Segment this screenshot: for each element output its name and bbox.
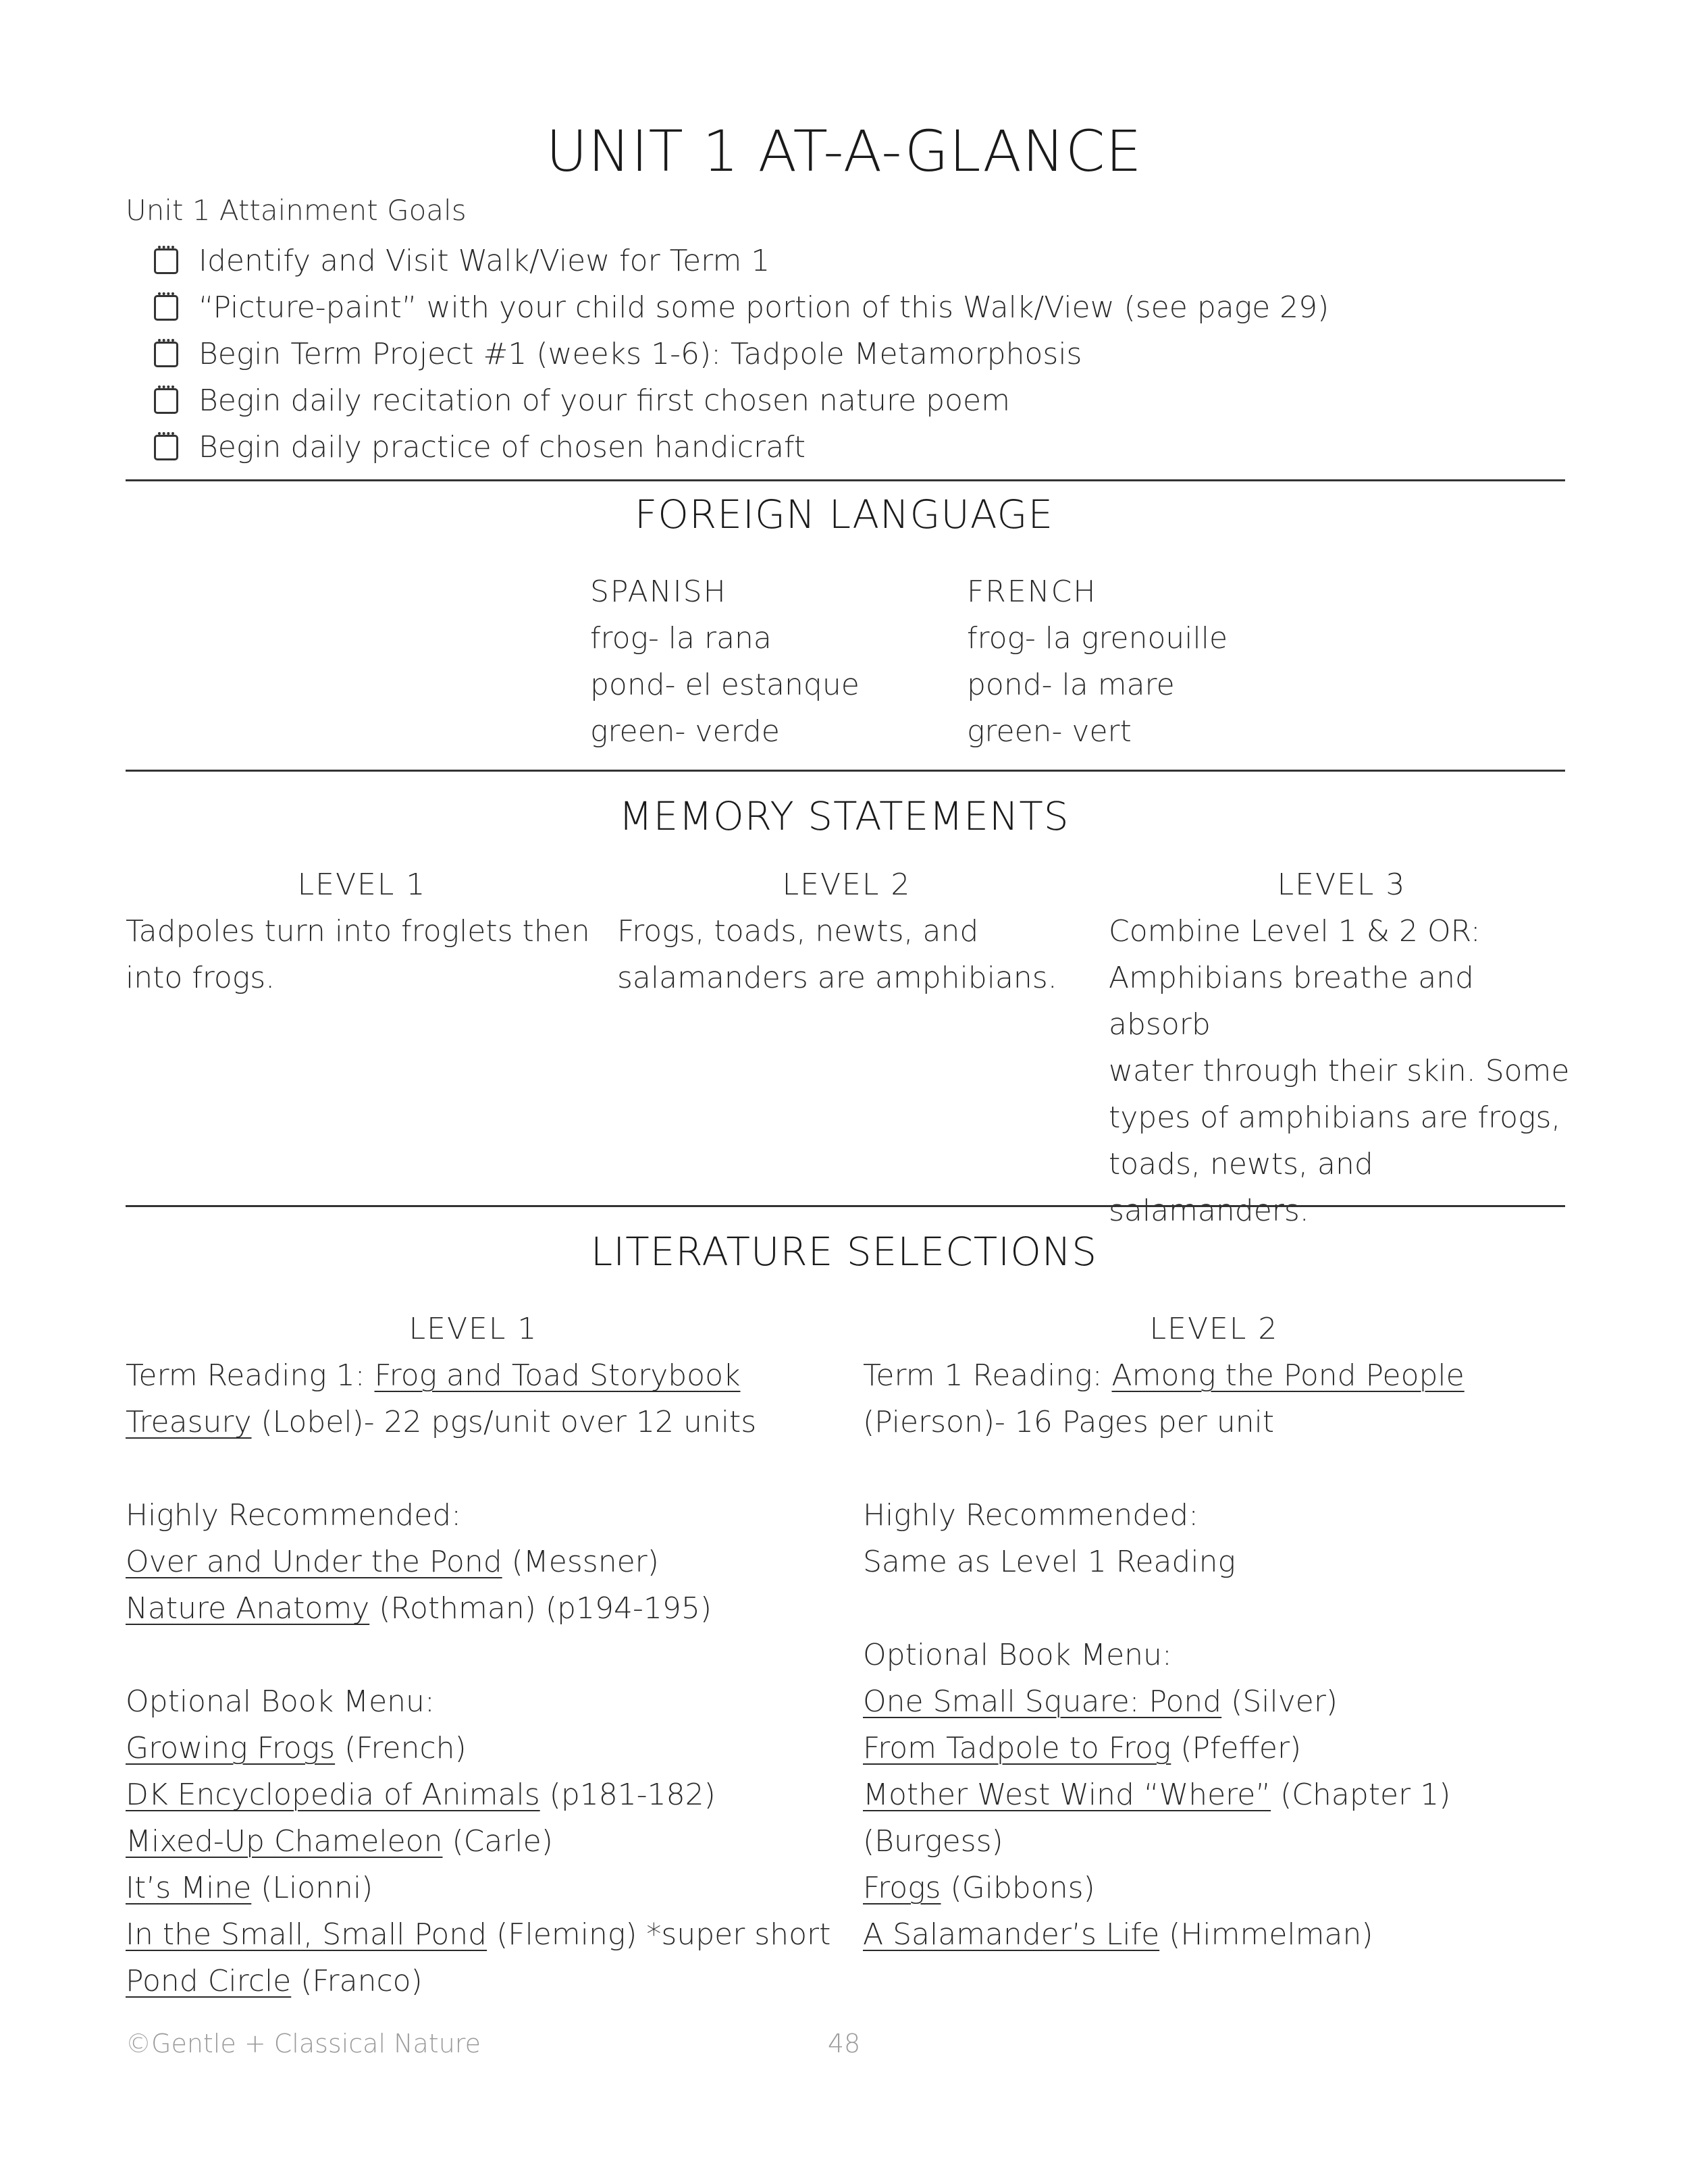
section-divider	[126, 770, 1565, 772]
literature-level-2	[863, 1306, 1565, 1958]
vocab-line: frog- la rana	[590, 621, 772, 656]
french-column	[967, 568, 1228, 755]
checkbox-icon[interactable]	[154, 342, 178, 367]
spanish-column	[590, 568, 860, 755]
goals-label: Unit 1 Attainment Goals	[126, 194, 467, 227]
vocab-line: green- vert	[967, 714, 1132, 749]
book-title: It’s Mine	[126, 1871, 252, 1905]
memory-line: Tadpoles turn into froglets then	[126, 914, 590, 949]
level-heading: LEVEL 1	[408, 1312, 538, 1346]
vocab-line: frog- la grenouille	[967, 621, 1228, 656]
goal-item: “Picture-paint” with your child some portion of this Walk/View (see page 29)	[154, 284, 1329, 331]
book-title: In the Small, Small Pond	[126, 1917, 487, 1952]
highly-recommended-label: Highly Recommended:	[863, 1498, 1199, 1533]
book-title: Pond Circle	[126, 1964, 292, 1998]
goals-checklist	[154, 238, 1329, 471]
french-heading: FRENCH	[967, 575, 1097, 609]
level-heading: LEVEL 2	[1149, 1312, 1279, 1346]
book-item: Over and Under the Pond (Messner)	[126, 1545, 659, 1579]
term-reading-line: Term Reading 1: Frog and Toad Storybook	[126, 1358, 741, 1393]
checkbox-icon[interactable]	[154, 388, 178, 414]
page-number: 48	[827, 2029, 861, 2058]
memory-line: Frogs, toads, newts, and	[617, 914, 979, 949]
checkbox-icon[interactable]	[154, 435, 178, 460]
book-title: Among the Pond People	[1111, 1358, 1465, 1393]
highly-recommended-text: Same as Level 1 Reading	[863, 1545, 1236, 1579]
section-divider	[126, 1205, 1565, 1207]
book-title: Treasury	[126, 1405, 252, 1439]
book-title: One Small Square: Pond	[863, 1684, 1222, 1719]
memory-line: salamanders are amphibians.	[617, 961, 1057, 995]
vocab-line: pond- la mare	[967, 668, 1175, 702]
book-item: From Tadpole to Frog (Pfeffer)	[863, 1731, 1302, 1765]
vocab-line: green- verde	[590, 714, 780, 749]
memory-level-2	[617, 861, 1076, 1001]
goal-item: Identify and Visit Walk/View for Term 1	[154, 238, 1329, 284]
memory-level-1	[126, 861, 598, 1001]
book-title: Nature Anatomy	[126, 1591, 370, 1626]
memory-level-3	[1109, 861, 1575, 1234]
literature-selections-title: LITERATURE SELECTIONS	[590, 1229, 1098, 1275]
book-title: From Tadpole to Frog	[863, 1731, 1171, 1765]
goal-item: Begin daily practice of chosen handicraft	[154, 424, 1329, 471]
book-item: Mother West Wind “Where” (Chapter 1)	[863, 1778, 1451, 1812]
memory-line: into frogs.	[126, 961, 275, 995]
book-title: Mixed-Up Chameleon	[126, 1824, 443, 1859]
book-title: Frog and Toad Storybook	[374, 1358, 741, 1393]
term-reading-line: Term 1 Reading: Among the Pond People	[863, 1358, 1465, 1393]
vocab-line: pond- el estanque	[590, 668, 860, 702]
foreign-language-title: FOREIGN LANGUAGE	[634, 491, 1054, 537]
book-title: Over and Under the Pond	[126, 1545, 502, 1579]
book-item: One Small Square: Pond (Silver)	[863, 1684, 1338, 1719]
goal-item: Begin Term Project #1 (weeks 1-6): Tadpole Metamorphosis	[154, 331, 1329, 377]
page-title: UNIT 1 AT-A-GLANCE	[546, 118, 1142, 184]
checkbox-icon[interactable]	[154, 295, 178, 321]
spanish-heading: SPANISH	[590, 575, 727, 609]
optional-menu-label: Optional Book Menu:	[863, 1638, 1172, 1672]
memory-line: toads, newts, and salamanders.	[1109, 1147, 1373, 1228]
term-reading-line: Treasury (Lobel)- 22 pgs/unit over 12 units	[126, 1405, 757, 1439]
book-item: Growing Frogs (French)	[126, 1731, 467, 1765]
book-item: In the Small, Small Pond (Fleming) *super short	[126, 1917, 831, 1952]
book-item: DK Encyclopedia of Animals (p181-182)	[126, 1778, 716, 1812]
memory-line: Amphibians breathe and absorb	[1109, 961, 1474, 1042]
book-title: Frogs	[863, 1871, 941, 1905]
book-item: Nature Anatomy (Rothman) (p194-195)	[126, 1591, 712, 1626]
literature-level-1	[126, 1306, 831, 2004]
book-item: Pond Circle (Franco)	[126, 1964, 423, 1998]
copyright-footer: ©Gentle + Classical Nature	[126, 2029, 481, 2058]
book-item: (Burgess)	[863, 1824, 1003, 1859]
book-title: DK Encyclopedia of Animals	[126, 1778, 540, 1812]
book-item: Frogs (Gibbons)	[863, 1871, 1095, 1905]
book-title: Growing Frogs	[126, 1731, 336, 1765]
memory-statements-title: MEMORY STATEMENTS	[618, 793, 1070, 839]
highly-recommended-label: Highly Recommended:	[126, 1498, 462, 1533]
book-title: Mother West Wind “Where”	[863, 1778, 1271, 1812]
level-heading: LEVEL 3	[1277, 868, 1406, 902]
level-heading: LEVEL 2	[782, 868, 912, 902]
level-heading: LEVEL 1	[297, 868, 427, 902]
book-item: It’s Mine (Lionni)	[126, 1871, 373, 1905]
book-title: A Salamander’s Life	[863, 1917, 1160, 1952]
section-divider	[126, 479, 1565, 481]
goal-item: Begin daily recitation of your first chosen nature poem	[154, 377, 1329, 424]
book-item: Mixed-Up Chameleon (Carle)	[126, 1824, 553, 1859]
checkbox-icon[interactable]	[154, 248, 178, 274]
book-item: A Salamander’s Life (Himmelman)	[863, 1917, 1373, 1952]
optional-menu-label: Optional Book Menu:	[126, 1684, 435, 1719]
term-reading-line: (Pierson)- 16 Pages per unit	[863, 1405, 1275, 1439]
memory-line: types of amphibians are frogs,	[1109, 1100, 1561, 1135]
memory-line: water through their skin. Some	[1109, 1054, 1570, 1088]
memory-line: Combine Level 1 & 2 OR:	[1109, 914, 1481, 949]
